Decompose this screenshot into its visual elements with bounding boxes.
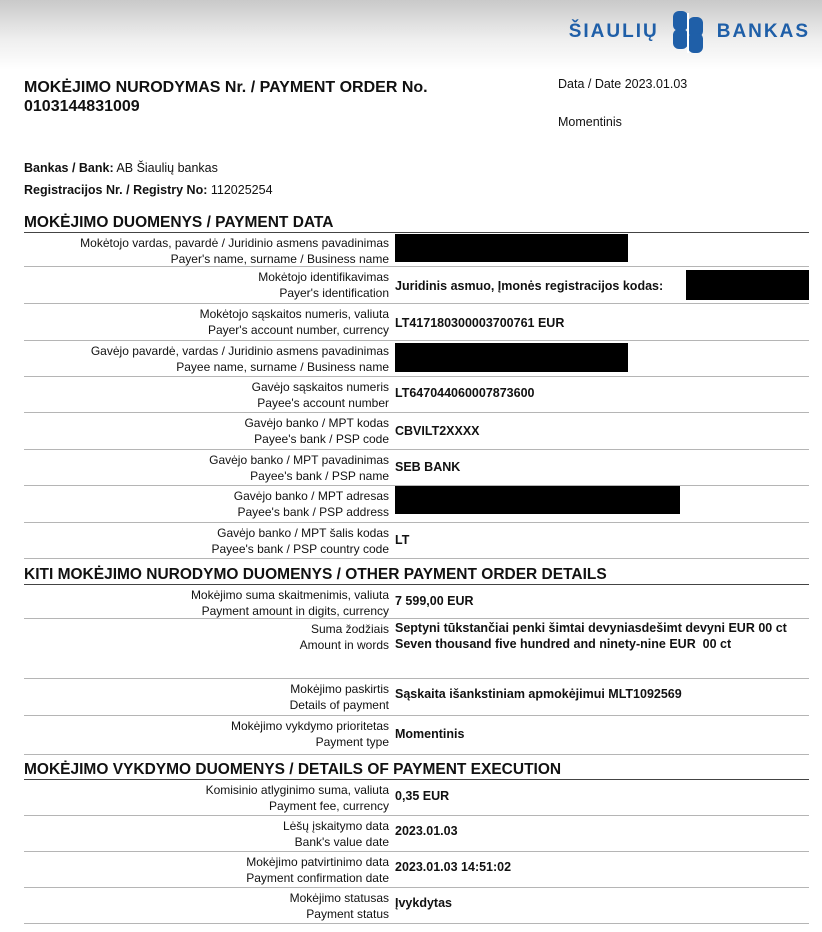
- redaction-block: [686, 270, 809, 300]
- field-value: 7 599,00 EUR: [395, 594, 474, 608]
- field-label: Mokėjimo patvirtinimo data Payment confirmation date: [246, 855, 389, 885]
- field-label: Mokėtojo vardas, pavardė / Juridinio asmens pavadinimas Payer's name, surname / Business name: [80, 236, 389, 266]
- document-title: [24, 78, 494, 116]
- row-amount: [24, 586, 809, 619]
- field-value: 2023.01.03 14:51:02: [395, 860, 512, 874]
- field-label: Gavėjo banko / MPT šalis kodas Payee's bank / PSP country code: [211, 526, 389, 556]
- field-value: [395, 620, 807, 652]
- field-label: Gavėjo sąskaitos numeris Payee's account number: [251, 380, 389, 410]
- row-value-date: [24, 817, 809, 852]
- field-label: Gavėjo banko / MPT pavadinimas Payee's bank / PSP name: [209, 453, 389, 483]
- bank-label: Bankas / Bank:: [24, 161, 114, 175]
- field-label: Mokėjimo vykdymo prioritetas Payment type: [230, 719, 389, 749]
- field-label: Komisinio atlyginimo suma, valiuta Payment fee, currency: [205, 783, 389, 813]
- section-execution: MOKĖJIMO VYKDYMO DUOMENYS / DETAILS OF PAYMENT EXECUTION: [24, 760, 809, 780]
- row-payment-details: [24, 680, 809, 716]
- field-value: LT647044060007873600: [395, 386, 535, 400]
- registry-value: 112025254: [210, 183, 273, 197]
- redaction-block: [395, 234, 628, 262]
- logo-symbol-icon: [671, 9, 705, 55]
- row-fee: [24, 781, 809, 816]
- document-title-line1: MOKĖJIMO NURODYMAS Nr. / PAYMENT ORDER No.: [24, 79, 428, 96]
- field-value: Sąskaita išankstiniam apmokėjimui MLT1092569: [395, 687, 682, 701]
- field-label: Mokėjimo paskirtis Details of payment: [289, 682, 389, 712]
- field-label: Gavėjo pavardė, vardas / Juridinio asmens pavadinimas Payee name, surname / Business name: [90, 344, 389, 374]
- section-other-details: KITI MOKĖJIMO NURODYMO DUOMENYS / OTHER PAYMENT ORDER DETAILS: [24, 565, 809, 585]
- row-payee-bank-address: [24, 487, 809, 523]
- field-value: CBVILT2XXXX: [395, 424, 480, 438]
- row-payment-priority: [24, 717, 809, 755]
- document-date: Data / Date 2023.01.03: [558, 77, 688, 91]
- row-confirmation-date: [24, 853, 809, 888]
- row-payer-id: [24, 268, 809, 304]
- row-amount-words: [24, 620, 809, 679]
- row-payee-name: [24, 342, 809, 377]
- field-value: Juridinis asmuo, Įmonės registracijos kodas:: [395, 279, 664, 293]
- logo-text-right: BANKAS: [716, 21, 810, 42]
- amount-words-en: Seven thousand five hundred and ninety-nine EUR 00 ct: [395, 637, 732, 651]
- field-label: Mokėtojo sąskaitos numeris, valiuta Payer's account number, currency: [199, 307, 389, 337]
- row-payee-account: [24, 378, 809, 413]
- field-value: SEB BANK: [395, 460, 461, 474]
- redaction-block: [395, 343, 628, 372]
- field-label: Mokėtojo identifikavimas Payer's identification: [258, 270, 389, 300]
- row-payee-bank-country: [24, 524, 809, 559]
- bank-value: AB Šiaulių bankas: [116, 161, 218, 175]
- field-label: Gavėjo banko / MPT adresas Payee's bank / PSP address: [233, 489, 389, 519]
- registry-label: Registracijos Nr. / Registry No:: [24, 183, 208, 197]
- field-value: LT: [395, 533, 410, 547]
- field-label: Lėšų įskaitymo data Bank's value date: [282, 819, 389, 849]
- document-number: 0103144831009: [24, 98, 140, 115]
- field-value: 0,35 EUR: [395, 789, 450, 803]
- row-payment-status: [24, 889, 809, 924]
- row-payer-account: [24, 305, 809, 341]
- document-priority: Momentinis: [558, 115, 622, 129]
- logo-text-left: ŠIAULIŲ: [568, 21, 659, 42]
- row-payee-bank-code: [24, 414, 809, 450]
- field-value: Įvykdytas: [395, 896, 452, 910]
- field-value: Momentinis: [395, 727, 465, 741]
- amount-words-lt: Septyni tūkstančiai penki šimtai devyniasdešimt devyni EUR 00 ct: [395, 621, 787, 635]
- field-label: Mokėjimo suma skaitmenimis, valiuta Payment amount in digits, currency: [190, 588, 389, 618]
- bank-info: [24, 157, 273, 201]
- field-label: Mokėjimo statusas Payment status: [289, 891, 389, 921]
- redaction-block: [395, 486, 680, 514]
- row-payee-bank-name: [24, 451, 809, 486]
- field-value: LT417180300003700761 EUR: [395, 316, 565, 330]
- field-label: Gavėjo banko / MPT kodas Payee's bank / PSP code: [244, 416, 389, 446]
- row-payer-name: [24, 234, 809, 267]
- field-label: Suma žodžiais Amount in words: [299, 622, 389, 652]
- section-payment-data: MOKĖJIMO DUOMENYS / PAYMENT DATA: [24, 213, 809, 233]
- bank-logo: [569, 8, 810, 56]
- field-value: 2023.01.03: [395, 824, 458, 838]
